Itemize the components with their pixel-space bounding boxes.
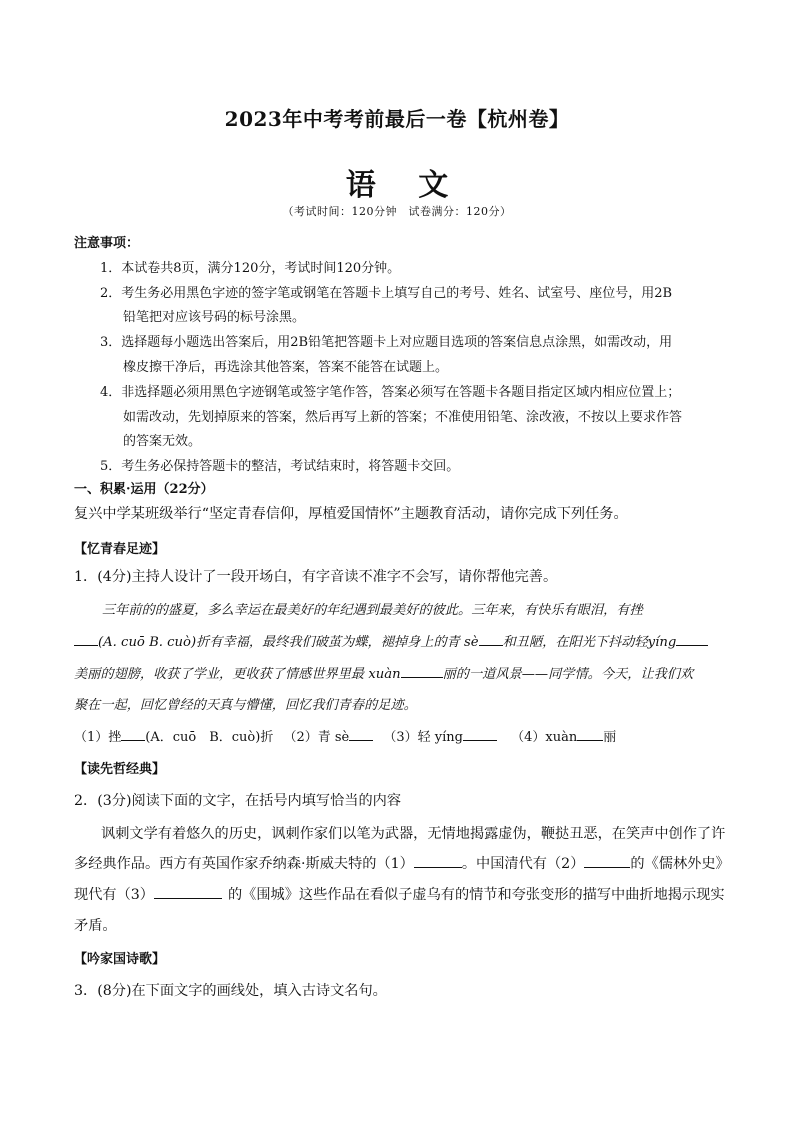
notice-item: 3．选择题每小题选出答案后，用2B铅笔把答题卡上对应题目选项的答案信息点涂黑，如需改动，用 — [100, 335, 673, 350]
task-heading: 【吟家国诗歌】 — [74, 952, 166, 967]
notice-item: 4．非选择题必须用黑色字迹钢笔或签字笔作答，答案必须写在答题卡各题目指定区域内相应位置上； — [100, 385, 681, 400]
notice-item-continued: 如需改动，先划掉原来的答案，然后再写上新的答案；不准使用铅笔、涂改液，不按以上要求作答 — [123, 410, 683, 425]
answer-blank-4[interactable] — [577, 728, 603, 741]
passage-line: 现代有（3） 的《围城》这些作品在看似子虚乌有的情节和夸张变形的描写中曲折地揭示现实 — [74, 887, 725, 903]
time-info: （考试时间：120分钟 试卷满分：120分） — [282, 205, 512, 218]
passage-line: (A. cuō B. cuò)折有幸福，最终我们破茧为蝶，褪掉身上的青 sè 和丑陋，在阳光下抖动轻yíng — [74, 631, 708, 650]
passage-line: 讽刺文学有着悠久的历史，讽刺作家们以笔为武器，无情地揭露虚伪，鞭挞丑恶，在笑声中创作了许 — [101, 826, 726, 842]
section-heading: 一、积累·运用（22分） — [74, 482, 214, 497]
question-1: 1．(4分)主持人设计了一段开场白，有字音读不准字不会写，请你帮他完善。 — [74, 569, 558, 585]
notice-item-continued: 铅笔把对应该号码的标号涂黑。 — [123, 310, 306, 325]
notice-heading: 注意事项： — [74, 236, 140, 251]
subject-title: 语 文 — [345, 168, 465, 203]
notice-item-continued: 橡皮擦干净后，再选涂其他答案，答案不能答在试题上。 — [123, 360, 449, 375]
question-3: 3．(8分)在下面文字的画线处，填入古诗文名句。 — [74, 983, 387, 999]
passage-line: 矛盾。 — [74, 918, 117, 934]
blank[interactable] — [479, 633, 503, 646]
answer-line: （1）挫 (A．cuō B．cuò)折 （2）青 sè （3）轻 yíng （4）xuàn 丽 — [74, 730, 617, 745]
section-intro: 复兴中学某班级举行“坚定青春信仰，厚植爱国情怀”主题教育活动，请你完成下列任务。 — [74, 506, 628, 522]
answer-blank-1[interactable] — [121, 728, 145, 741]
blank[interactable] — [676, 633, 708, 646]
notice-item-continued: 的答案无效。 — [123, 434, 202, 449]
blank[interactable] — [154, 886, 222, 899]
blank[interactable] — [74, 633, 98, 646]
blank[interactable] — [584, 855, 630, 868]
blank[interactable] — [414, 855, 462, 868]
passage-line: 三年前的的盛夏，多么幸运在最美好的年纪遇到最美好的彼此。三年来，有快乐有眼泪，有挫 — [102, 603, 643, 618]
task-heading: 【读先哲经典】 — [74, 762, 166, 777]
question-2: 2．(3分)阅读下面的文字，在括号内填写恰当的内容 — [74, 793, 402, 809]
notice-item: 5．考生务必保持答题卡的整洁，考试结束时，将答题卡交回。 — [100, 459, 460, 474]
task-heading: 【忆青春足迹】 — [74, 542, 166, 557]
passage-line: 美丽的翅膀，收获了学业，更收获了情感世界里最 xuàn 丽的一道风景——同学情。今天，让我们欢 — [74, 667, 694, 682]
answer-blank-2[interactable] — [349, 728, 373, 741]
exam-title: 2023年中考考前最后一卷【杭州卷】 — [224, 107, 570, 131]
blank[interactable] — [401, 665, 443, 678]
passage-line: 聚在一起，回忆曾经的天真与懵懂，回忆我们青春的足迹。 — [74, 698, 417, 713]
answer-blank-3[interactable] — [463, 728, 497, 741]
notice-item: 1．本试卷共8页，满分120分，考试时间120分钟。 — [100, 261, 401, 276]
notice-item: 2．考生务必用黑色字迹的签字笔或钢笔在答题卡上填写自己的考号、姓名、试室号、座位号，用2B — [100, 286, 673, 301]
passage-line: 多经典作品。西方有英国作家乔纳森·斯威夫特的（1） 。中国清代有（2） 的《儒林外史》 — [74, 856, 730, 872]
